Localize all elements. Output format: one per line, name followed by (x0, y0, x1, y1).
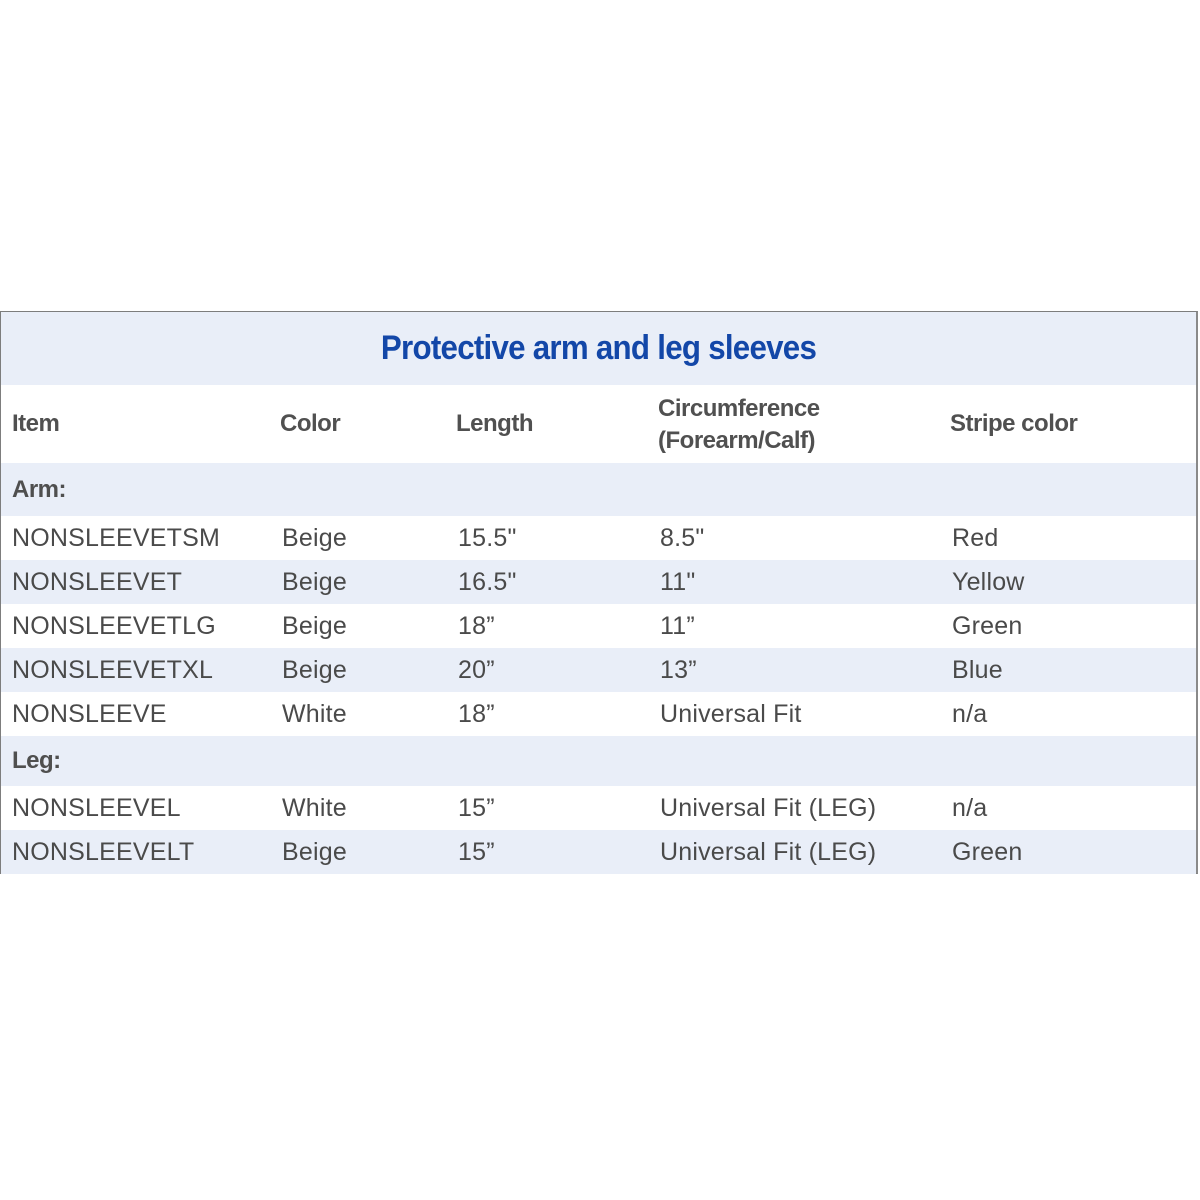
cell-length: 15.5" (458, 523, 517, 552)
table-row (1, 692, 1196, 736)
cell-stripe: Green (952, 837, 1023, 866)
cell-circumference: 11" (660, 567, 696, 596)
cell-item: NONSLEEVETSM (12, 523, 221, 552)
cell-circumference: Universal Fit (660, 699, 802, 728)
header-circumference-line2: (Forearm/Calf) (658, 427, 816, 454)
table-row (1, 604, 1196, 648)
cell-color: White (282, 699, 347, 728)
section-label: Arm: (12, 475, 67, 503)
cell-length: 18” (458, 611, 495, 640)
cell-circumference: 13” (660, 655, 697, 684)
cell-item: NONSLEEVETLG (12, 611, 216, 640)
cell-circumference: Universal Fit (LEG) (660, 837, 877, 866)
table-row (1, 516, 1196, 560)
cell-stripe: n/a (952, 793, 988, 822)
cell-length: 20” (458, 655, 495, 684)
cell-circumference: 11” (660, 611, 695, 640)
sleeves-table (0, 311, 1198, 874)
header-circumference (658, 393, 820, 457)
cell-circumference: 8.5" (660, 523, 705, 552)
cell-length: 18” (458, 699, 495, 728)
cell-stripe: Red (952, 523, 999, 552)
table-row (1, 648, 1196, 692)
cell-color: Beige (282, 837, 347, 866)
section-arm (1, 463, 1196, 516)
header-stripe-color: Stripe color (950, 410, 1078, 437)
table-row (1, 830, 1196, 874)
cell-color: White (282, 793, 347, 822)
table-row (1, 560, 1196, 604)
table-title-band (1, 312, 1196, 385)
cell-item: NONSLEEVE (12, 699, 167, 728)
header-length: Length (456, 410, 533, 437)
cell-item: NONSLEEVEL (12, 793, 181, 822)
cell-length: 15” (458, 793, 495, 822)
header-circumference-line1: Circumference (658, 395, 820, 422)
cell-circumference: Universal Fit (LEG) (660, 793, 877, 822)
section-label: Leg: (12, 747, 61, 774)
cell-stripe: Green (952, 611, 1023, 640)
cell-item: NONSLEEVELT (12, 837, 195, 866)
cell-stripe: Blue (952, 655, 1003, 684)
cell-stripe: Yellow (952, 567, 1025, 596)
cell-length: 16.5" (458, 567, 517, 596)
cell-stripe: n/a (952, 699, 988, 728)
cell-item: NONSLEEVETXL (12, 655, 214, 684)
header-item: Item (12, 410, 60, 437)
table-header-row (1, 385, 1196, 463)
cell-length: 15” (458, 837, 495, 866)
section-leg (1, 736, 1196, 786)
cell-color: Beige (282, 567, 347, 596)
cell-color: Beige (282, 523, 347, 552)
table-row (1, 786, 1196, 830)
header-color: Color (280, 410, 341, 437)
cell-color: Beige (282, 611, 347, 640)
table-title: Protective arm and leg sleeves (380, 329, 817, 367)
cell-item: NONSLEEVET (12, 567, 183, 596)
cell-color: Beige (282, 655, 347, 684)
